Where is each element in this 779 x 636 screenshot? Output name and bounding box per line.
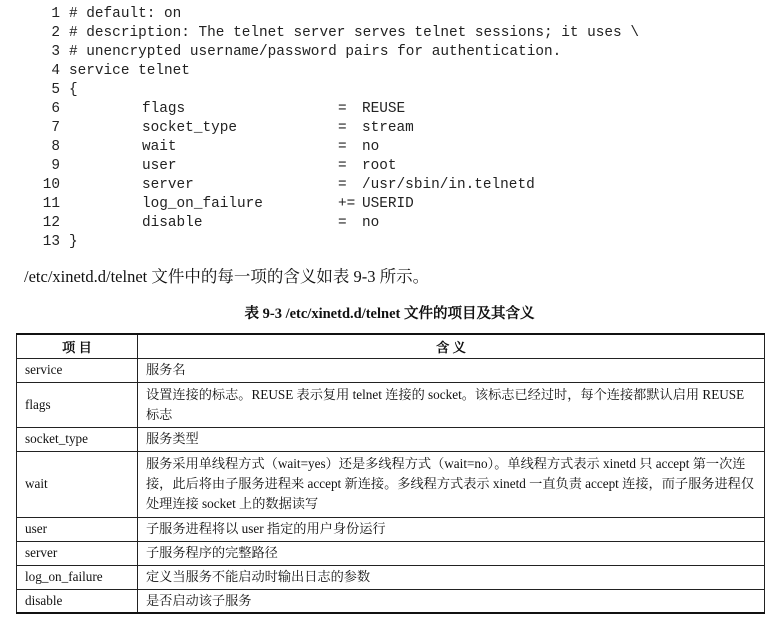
code-value: no (362, 215, 380, 231)
line-number: 1 (51, 6, 60, 22)
code-text: service telnet (69, 63, 190, 79)
row-meaning: 定义当服务不能启动时输出日志的参数 (138, 565, 765, 589)
line-number: 10 (42, 177, 60, 193)
row-item: server (17, 541, 138, 565)
line-number: 4 (51, 63, 60, 79)
items-table (16, 333, 765, 614)
code-key: user (142, 158, 177, 174)
line-number: 3 (51, 44, 60, 60)
code-line (0, 138, 779, 157)
table-row (17, 565, 765, 589)
row-meaning: 服务类型 (138, 427, 765, 451)
code-text: # default: on (69, 6, 182, 22)
line-number: 13 (42, 234, 60, 250)
code-value: /usr/sbin/in.telnetd (362, 177, 535, 193)
table-row (17, 517, 765, 541)
code-operator: = (338, 139, 347, 155)
code-operator: += (338, 196, 356, 212)
code-key: log_on_failure (142, 196, 263, 212)
row-meaning: 服务采用单线程方式（wait=yes）还是多线程方式（wait=no）。单线程方式表示 xinetd 只 accept 第一次连接，此后将由子服务进程来 accept 新连接。多线程方式表示 xinetd 一直负责 accept 连接，而子服务进程仅处理连接 socket 上的数据读写 (138, 451, 765, 517)
code-value: REUSE (362, 101, 406, 117)
code-operator: = (338, 177, 347, 193)
code-value: USERID (362, 196, 414, 212)
table-row (17, 358, 765, 382)
code-line (0, 176, 779, 195)
line-number: 7 (51, 120, 60, 136)
row-item: user (17, 517, 138, 541)
table-row (17, 589, 765, 613)
table-row (17, 451, 765, 517)
code-line (0, 43, 779, 62)
code-line (0, 100, 779, 119)
line-number: 6 (51, 101, 60, 117)
code-operator: = (338, 158, 347, 174)
row-meaning: 是否启动该子服务 (138, 589, 765, 613)
row-item: socket_type (17, 427, 138, 451)
row-item: disable (17, 589, 138, 613)
code-key: wait (142, 139, 177, 155)
code-operator: = (338, 120, 347, 136)
code-text: # description: The telnet server serves telnet sessions; it uses \ (69, 25, 639, 41)
code-value: no (362, 139, 380, 155)
table-header-row (17, 334, 765, 358)
row-item: flags (17, 382, 138, 427)
row-item: wait (17, 451, 138, 517)
code-listing (0, 5, 779, 252)
code-key: socket_type (142, 120, 237, 136)
code-line (0, 81, 779, 100)
code-operator: = (338, 215, 347, 231)
code-line (0, 214, 779, 233)
code-text: } (69, 234, 78, 250)
line-number: 2 (51, 25, 60, 41)
code-key: disable (142, 215, 203, 231)
row-meaning: 子服务进程将以 user 指定的用户身份运行 (138, 517, 765, 541)
row-meaning: 子服务程序的完整路径 (138, 541, 765, 565)
code-line (0, 195, 779, 214)
table-row (17, 382, 765, 427)
row-item: log_on_failure (17, 565, 138, 589)
code-line (0, 24, 779, 43)
intro-paragraph: /etc/xinetd.d/telnet 文件中的每一项的含义如表 9-3 所示。 (24, 267, 430, 286)
code-key: flags (142, 101, 186, 117)
row-meaning: 服务名 (138, 358, 765, 382)
code-line (0, 157, 779, 176)
line-number: 8 (51, 139, 60, 155)
code-key: server (142, 177, 194, 193)
code-line (0, 233, 779, 252)
table-row (17, 427, 765, 451)
code-line (0, 62, 779, 81)
header-item: 项 目 (17, 334, 138, 358)
table-row (17, 541, 765, 565)
header-meaning: 含 义 (138, 334, 765, 358)
line-number: 5 (51, 82, 60, 98)
code-operator: = (338, 101, 347, 117)
line-number: 11 (42, 196, 60, 212)
code-line (0, 119, 779, 138)
row-item: service (17, 358, 138, 382)
line-number: 9 (51, 158, 60, 174)
code-value: stream (362, 120, 414, 136)
table-caption: 表 9-3 /etc/xinetd.d/telnet 文件的项目及其含义 (244, 306, 535, 322)
code-line (0, 5, 779, 24)
row-meaning: 设置连接的标志。REUSE 表示复用 telnet 连接的 socket。该标志已经过时，每个连接都默认启用 REUSE 标志 (138, 382, 765, 427)
code-text: # unencrypted username/password pairs for authentication. (69, 44, 562, 60)
code-text: { (69, 82, 78, 98)
code-value: root (362, 158, 397, 174)
line-number: 12 (42, 215, 60, 231)
